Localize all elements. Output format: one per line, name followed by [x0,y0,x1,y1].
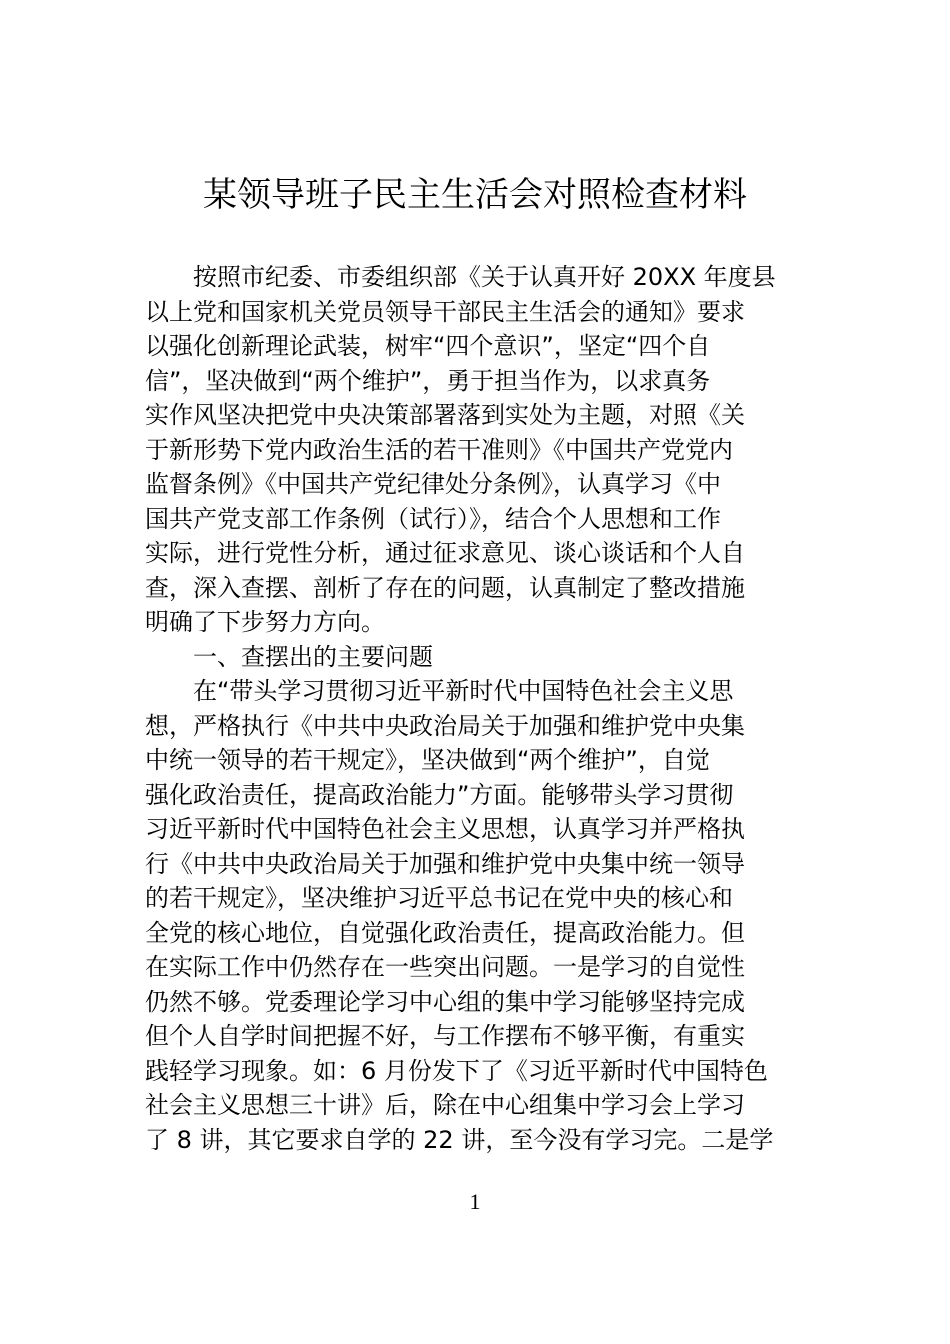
text-line: 想，严格执行《中共中央政治局关于加强和维护党中央集 [145,711,745,740]
text-line: 在实际工作中仍然存在一些突出问题。一是学习的自觉性 [145,953,745,981]
text-line: 明确了下步努力方向。 [145,608,385,636]
text-line: 但个人自学时间把握不好，与工作摆布不够平衡，有重实 [145,1022,745,1050]
text-line: 全党的核心地位，自觉强化政治责任，提高政治能力。但 [145,918,745,947]
text-line: 中统一领导的若干规定》，坚决做到“两个维护”，自觉 [145,746,710,774]
text-line: 了 8 讲，其它要求自学的 22 讲，至今没有学习完。二是学 [145,1125,774,1154]
document-title: 某领导班子民主生活会对照检查材料 [203,175,747,215]
text-line: 的若干规定》，坚决维护习近平总书记在党中央的核心和 [145,884,733,912]
text-line: 按照市纪委、市委组织部《关于认真开好 20XX 年度县 [145,263,776,291]
text-line: 信”，坚决做到“两个维护”，勇于担当作为，以求真务 [145,366,711,395]
section-heading: 一、查摆出的主要问题 [145,642,433,671]
text-line: 以强化创新理论武装，树牢“四个意识”，坚定“四个自 [145,332,711,360]
document-body [145,260,805,1157]
text-line: 国共产党支部工作条例（试行）》，结合个人思想和工作 [145,504,721,533]
text-line: 行《中共中央政治局关于加强和维护党中央集中统一领导 [145,849,745,878]
text-line: 社会主义思想三十讲》后，除在中心组集中学习会上学习 [145,1091,745,1119]
text-line: 践轻学习现象。如：6 月份发下了《习近平新时代中国特色 [145,1056,768,1085]
text-line: 以上党和国家机关党员领导干部民主生活会的通知》要求 [145,297,745,326]
text-line: 查，深入查摆、剖析了存在的问题，认真制定了整改措施 [145,573,745,602]
text-line: 强化政治责任，提高政治能力”方面。能够带头学习贯彻 [145,780,734,809]
text-line: 实际，进行党性分析，通过征求意见、谈心谈话和个人自 [145,539,745,567]
text-line: 实作风坚决把党中央决策部署落到实处为主题，对照《关 [145,401,745,429]
text-line: 习近平新时代中国特色社会主义思想，认真学习并严格执 [145,815,745,843]
text-line: 于新形势下党内政治生活的若干准则》《中国共产党党内 [145,435,733,464]
text-line: 仍然不够。党委理论学习中心组的集中学习能够坚持完成 [145,987,745,1016]
text-line: 监督条例》《中国共产党纪律处分条例》，认真学习《中 [145,470,721,498]
text-line: 在“带头学习贯彻习近平新时代中国特色社会主义思 [145,677,734,705]
page-number: 1 [469,1189,481,1214]
